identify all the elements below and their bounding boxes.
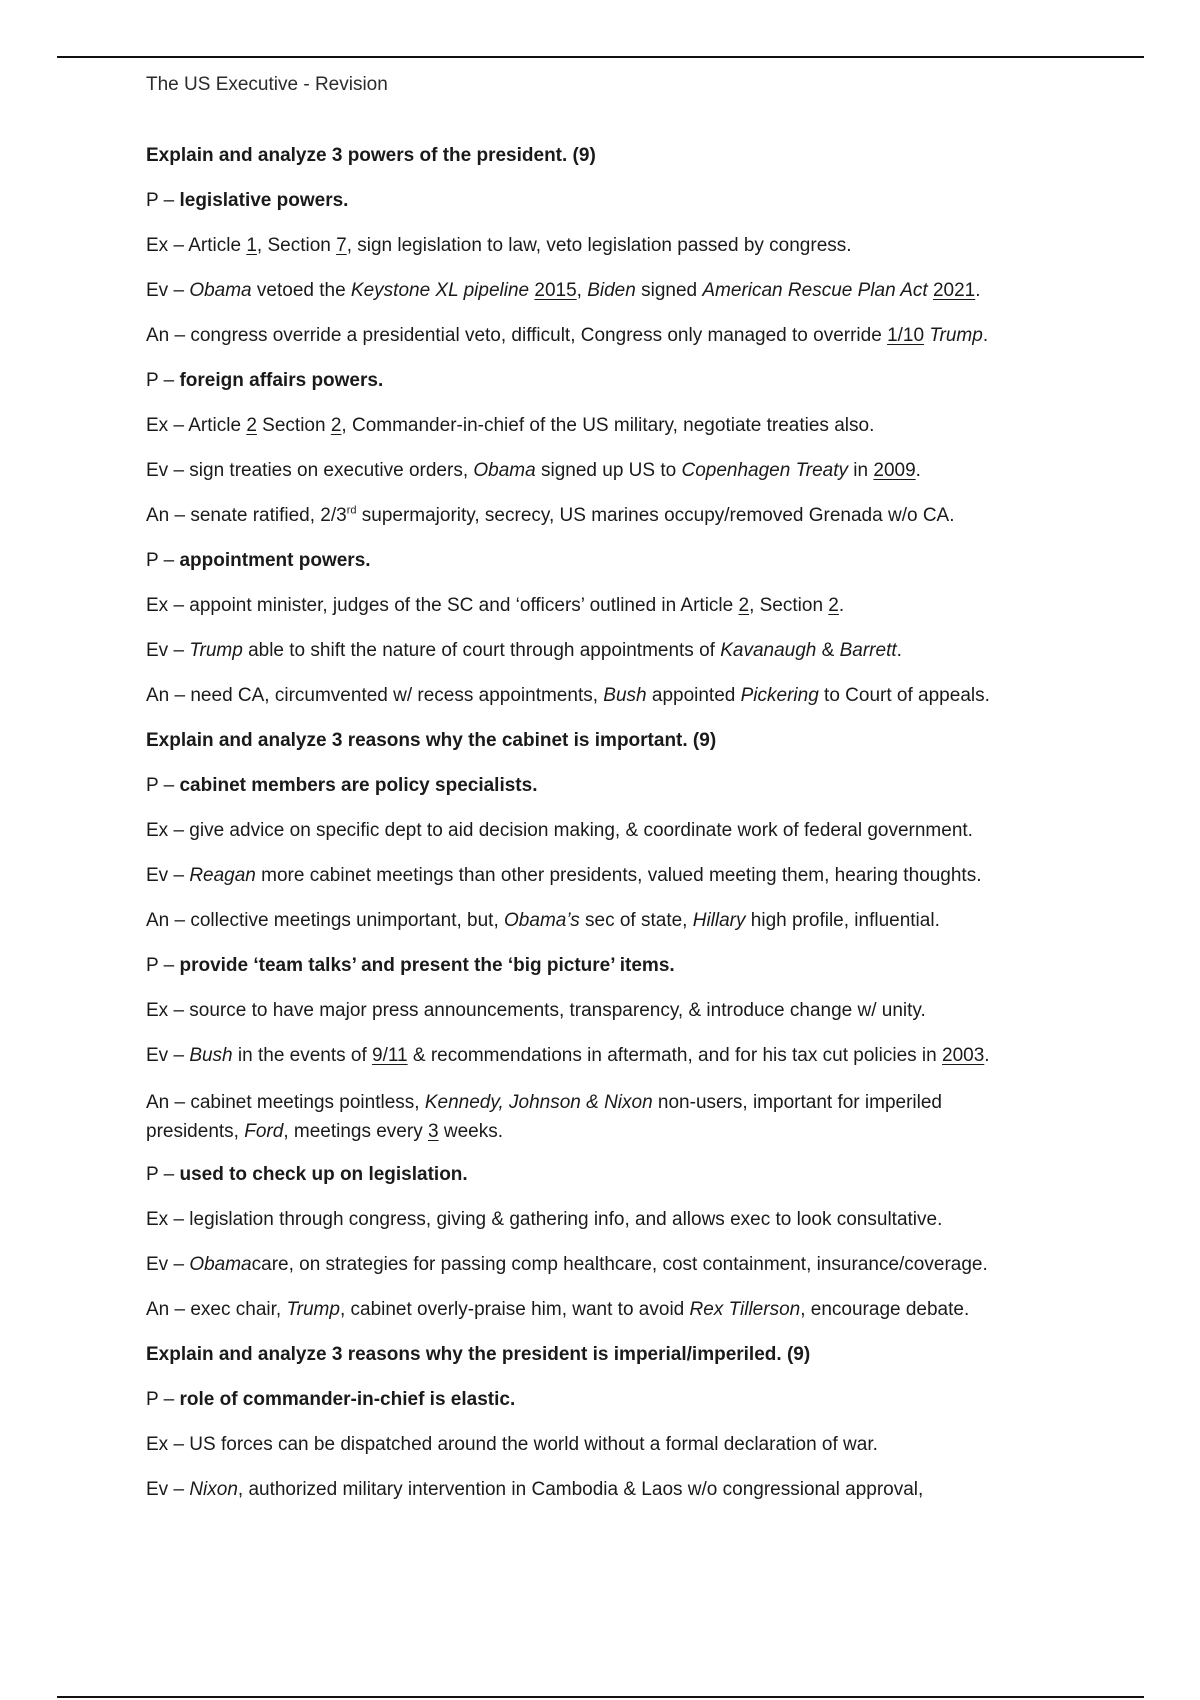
text-run: Bush xyxy=(189,1045,233,1066)
text-run: appointed xyxy=(646,685,741,706)
note-line xyxy=(146,413,1086,439)
text-run: appointment powers. xyxy=(179,550,371,571)
text-run: 2 xyxy=(738,595,750,616)
text-run: Ex – give advice on specific dept to aid decision making, & coordinate work of federal government. xyxy=(146,820,973,841)
text-run: , authorized military intervention in Cambodia & Laos w/o congressional approval, xyxy=(237,1479,924,1500)
note-line xyxy=(146,998,1086,1024)
text-run: more cabinet meetings than other presidents, valued meeting them, hearing thoughts. xyxy=(255,865,982,886)
text-run: , cabinet overly-praise him, want to avoid xyxy=(339,1299,690,1320)
text-run: 1/10 xyxy=(887,325,925,346)
text-run: An – senate ratified, 2/3 xyxy=(146,505,347,526)
text-run: Reagan xyxy=(189,865,256,886)
text-run: Explain and analyze 3 reasons why the cabinet is important. (9) xyxy=(146,730,717,751)
text-run: Kavanaugh xyxy=(720,640,817,661)
document-body xyxy=(146,143,1086,1522)
text-run: Hillary xyxy=(692,910,746,931)
note-line xyxy=(146,1207,1086,1233)
text-run: P – xyxy=(146,955,180,976)
note-line xyxy=(146,953,1086,979)
text-run: . xyxy=(915,460,921,481)
text-run: P – xyxy=(146,1389,180,1410)
text-run: Ev – xyxy=(146,1045,190,1066)
text-run: . xyxy=(838,595,845,616)
note-line xyxy=(146,1477,1086,1503)
text-run: Rex Tillerson xyxy=(689,1299,801,1320)
text-run: Explain and analyze 3 reasons why the president is imperial/imperiled. (9) xyxy=(146,1344,811,1365)
text-run: , Commander-in-chief of the US military, negotiate treaties also. xyxy=(341,415,875,436)
document-header-title: The US Executive - Revision xyxy=(146,74,388,95)
text-run: Trump xyxy=(929,325,983,346)
text-run: 2021 xyxy=(932,280,976,301)
note-line xyxy=(146,278,1086,304)
text-run: . xyxy=(982,325,989,346)
note-line xyxy=(146,773,1086,799)
text-run: 2 xyxy=(330,415,342,436)
text-run: supermajority, secrecy, US marines occupy/removed Grenada w/o CA. xyxy=(356,505,955,526)
text-run: Ev – xyxy=(146,1254,190,1275)
text-run: 2 xyxy=(828,595,839,616)
note-line xyxy=(146,548,1086,574)
text-run: An – congress override a presidential veto, difficult, Congress only managed to override xyxy=(146,325,888,346)
text-run: Nixon xyxy=(189,1479,238,1500)
text-run: Obama’s xyxy=(504,910,580,931)
text-run: legislative powers. xyxy=(179,190,349,211)
text-run: Obama xyxy=(189,1254,252,1275)
text-run: , encourage debate. xyxy=(800,1299,970,1320)
text-run: rd xyxy=(346,504,357,517)
text-run: Ex – Article xyxy=(146,235,247,256)
note-line xyxy=(146,1432,1086,1458)
text-run: 7 xyxy=(336,235,347,256)
text-run: , meetings every xyxy=(283,1121,428,1142)
header-rule xyxy=(57,56,1144,58)
text-run: 3 xyxy=(427,1121,439,1142)
note-line xyxy=(146,1162,1086,1188)
question-heading xyxy=(146,1342,1086,1368)
text-run: 2003 xyxy=(942,1045,985,1066)
text-run: . xyxy=(984,1045,990,1066)
text-run: Ev – xyxy=(146,1479,190,1500)
text-run: provide ‘team talks’ and present the ‘big picture’ items. xyxy=(179,955,675,976)
text-run: Ex – legislation through congress, giving & gathering info, and allows exec to look consultative. xyxy=(146,1209,943,1230)
question-heading xyxy=(146,728,1086,754)
text-run: Ev – xyxy=(146,280,190,301)
text-run: Trump xyxy=(286,1299,340,1320)
note-line xyxy=(146,323,1086,349)
text-run: Copenhagen Treaty xyxy=(681,460,849,481)
text-run: 9/11 xyxy=(372,1045,408,1066)
note-line xyxy=(146,863,1086,889)
note-line xyxy=(146,233,1086,259)
text-run: sec of state, xyxy=(579,910,693,931)
footer-rule xyxy=(57,1696,1144,1698)
text-run: 2015 xyxy=(534,280,577,301)
text-run: Barrett xyxy=(839,640,897,661)
text-run: Explain and analyze 3 powers of the president. (9) xyxy=(146,145,596,166)
text-run: , Section xyxy=(749,595,829,616)
note-line xyxy=(146,1297,1086,1323)
text-run: in xyxy=(848,460,874,481)
text-run: Ex – Article xyxy=(146,415,247,436)
note-line xyxy=(146,188,1086,214)
text-run: An – collective meetings unimportant, but, xyxy=(146,910,505,931)
text-run: Kennedy, Johnson & Nixon xyxy=(424,1092,653,1113)
text-run: Ford xyxy=(244,1121,284,1142)
text-run: , sign legislation to law, veto legislation passed by congress. xyxy=(346,235,852,256)
text-run: . xyxy=(896,640,902,661)
text-run: Pickering xyxy=(740,685,819,706)
text-run: able to shift the nature of court through appointments of xyxy=(242,640,721,661)
note-line xyxy=(146,1252,1086,1278)
note-line xyxy=(146,818,1086,844)
text-run: & recommendations in aftermath, and for his tax cut policies in xyxy=(407,1045,942,1066)
text-run: P – xyxy=(146,1164,180,1185)
text-run: foreign affairs powers. xyxy=(179,370,384,391)
text-run: Biden xyxy=(587,280,636,301)
text-run: weeks. xyxy=(438,1121,503,1142)
text-run: P – xyxy=(146,370,180,391)
text-run: P – xyxy=(146,190,180,211)
text-run: in the events of xyxy=(232,1045,373,1066)
question-heading xyxy=(146,143,1086,169)
note-line xyxy=(146,683,1086,709)
note-line xyxy=(146,368,1086,394)
note-line xyxy=(146,1043,1086,1069)
note-line xyxy=(146,638,1086,664)
text-run: vetoed the xyxy=(251,280,351,301)
text-run: 1 xyxy=(246,235,257,256)
text-run: role of commander-in-chief is elastic. xyxy=(179,1389,516,1410)
note-line xyxy=(146,593,1086,619)
text-run: to Court of appeals. xyxy=(818,685,990,706)
text-run: Section xyxy=(256,415,331,436)
text-run: Obama xyxy=(473,460,536,481)
text-run: Ev – sign treaties on executive orders, xyxy=(146,460,474,481)
note-line xyxy=(146,1387,1086,1413)
text-run: used to check up on legislation. xyxy=(179,1164,468,1185)
text-run: signed xyxy=(635,280,703,301)
text-run: , xyxy=(576,280,588,301)
text-run: 2 xyxy=(246,415,257,436)
text-run: high profile, influential. xyxy=(745,910,940,931)
text-run: Obama xyxy=(189,280,252,301)
text-run: , Section xyxy=(256,235,337,256)
note-line xyxy=(146,908,1086,934)
text-run: P – xyxy=(146,550,180,571)
text-run: signed up US to xyxy=(535,460,682,481)
note-line xyxy=(146,503,1086,529)
text-run: Ev – xyxy=(146,865,190,886)
text-run: Ex – appoint minister, judges of the SC and ‘officers’ outlined in Article xyxy=(146,595,739,616)
text-run: care, on strategies for passing comp healthcare, cost containment, insurance/coverage. xyxy=(251,1254,988,1275)
text-run: Ex – US forces can be dispatched around the world without a formal declaration of war. xyxy=(146,1434,878,1455)
text-run: Ex – source to have major press announcements, transparency, & introduce change w/ unity. xyxy=(146,1000,926,1021)
text-run: Trump xyxy=(189,640,243,661)
text-run: & xyxy=(816,640,840,661)
text-run: cabinet members are policy specialists. xyxy=(179,775,538,796)
text-run: American Rescue Plan Act xyxy=(702,280,928,301)
text-run: Bush xyxy=(603,685,647,706)
text-run: An – exec chair, xyxy=(146,1299,287,1320)
text-run: An – need CA, circumvented w/ recess appointments, xyxy=(146,685,604,706)
note-line xyxy=(146,458,1086,484)
text-run: Keystone XL pipeline xyxy=(350,280,530,301)
text-run: . xyxy=(975,280,981,301)
text-run: P – xyxy=(146,775,180,796)
text-run: An – cabinet meetings pointless, xyxy=(146,1092,425,1113)
text-run: 2009 xyxy=(873,460,916,481)
note-line xyxy=(146,1088,1086,1146)
text-run: non-users, important for imperiled presidents, xyxy=(146,1092,942,1142)
text-run: Ev – xyxy=(146,640,190,661)
